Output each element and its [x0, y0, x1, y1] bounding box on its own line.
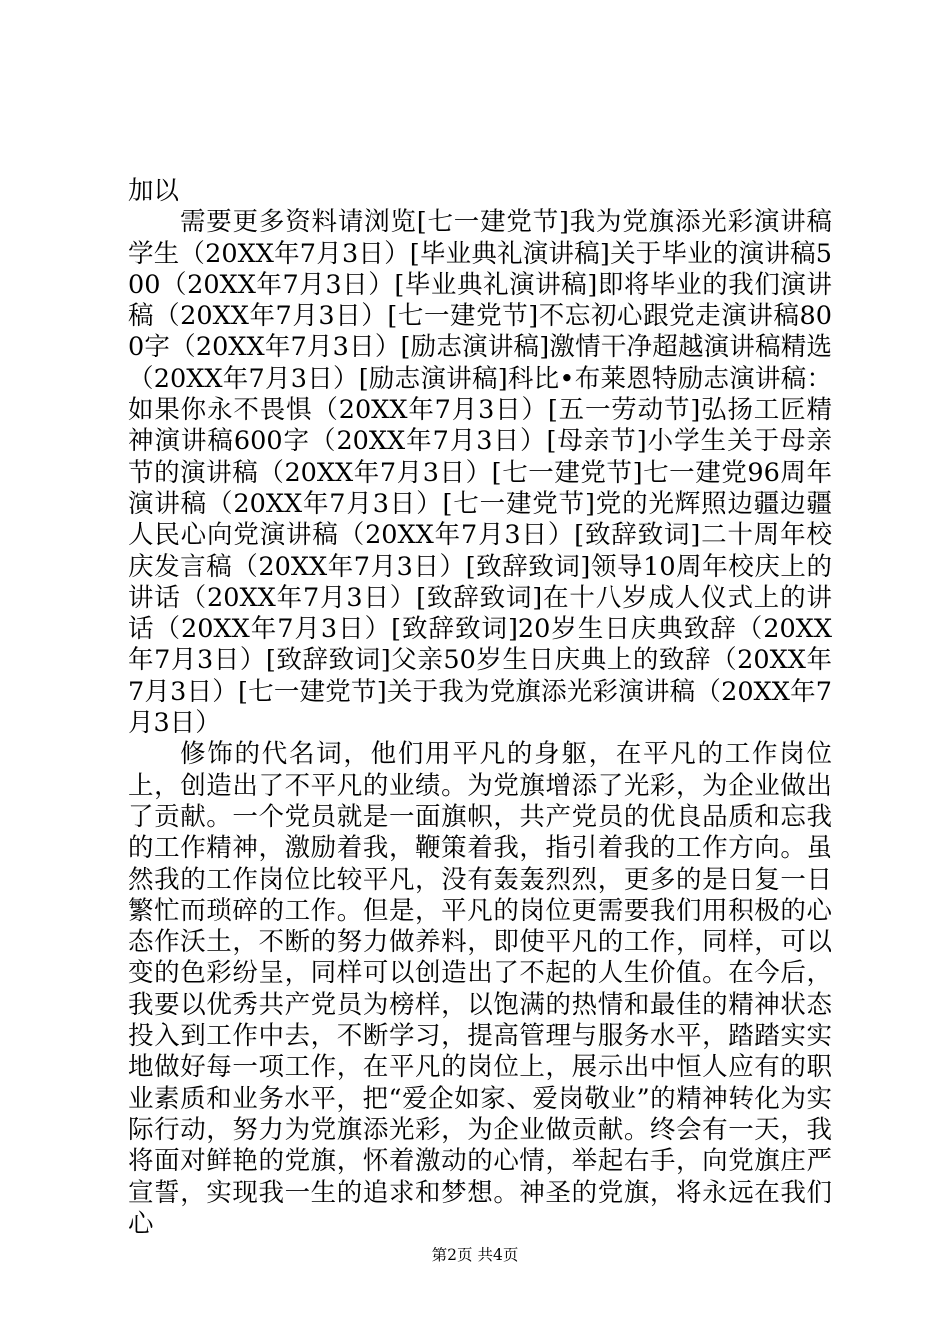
continuation-text: 加以: [128, 176, 180, 206]
page-footer: 第2页 共4页: [431, 1246, 519, 1264]
related-links-paragraph: 需要更多资料请浏览[七一建党节]我为党旗添光彩演讲稿学生（20XX年7月3日）[毕业典礼演讲稿]关于毕业的演讲稿500（20XX年7月3日）[毕业典礼演讲稿]即将毕业的我们演讲稿（20XX年7月3日）[七一建党节]不忘初心跟党走演讲稿800字（20XX年7月3日）[励志演讲稿]激情干净超越演讲稿精选（20XX年7月3日）[励志演讲稿]科比•布莱恩特励志演讲稿：如果你永不畏惧（20XX年7月3日）[五一劳动节]弘扬工匠精神演讲稿600字（20XX年7月3日）[母亲节]小学生关于母亲节的演讲稿（20XX年7月3日）[七一建党节]七一建党96周年演讲稿（20XX年7月3日）[七一建党节]党的光辉照边疆边疆人民心向党演讲稿（20XX年7月3日）[致辞致词]二十周年校庆发言稿（20XX年7月3日）[致辞致词]领导10周年校庆上的讲话（20XX年7月3日）[致辞致词]在十八岁成人仪式上的讲话（20XX年7月3日）[致辞致词]20岁生日庆典致辞（20XX年7月3日）[致辞致词]父亲50岁生日庆典上的致辞（20XX年7月3日）[七一建党节]关于我为党旗添光彩演讲稿（20XX年7月3日）: [128, 207, 832, 739]
speech-body-paragraph: 修饰的代名词，他们用平凡的身躯，在平凡的工作岗位上，创造出了不平凡的业绩。为党旗增添了光彩，为企业做出了贡献。一个党员就是一面旗帜，共产党员的优良品质和忘我的工作精神，激励着我，鞭策着我，指引着我的工作方向。虽然我的工作岗位比较平凡，没有轰轰烈烈，更多的是日复一日繁忙而琐碎的工作。但是，平凡的岗位更需要我们用积极的心态作沃土，不断的努力做养料，即使平凡的工作，同样，可以变的色彩纷呈，同样可以创造出了不起的人生价值。在今后，我要以优秀共产党员为榜样，以饱满的热情和最佳的精神状态投入到工作中去，不断学习，提高管理与服务水平，踏踏实实地做好每一项工作，在平凡的岗位上，展示出中恒人应有的职业素质和业务水平，把“爱企如家、爱岗敬业”的精神转化为实际行动，努力为党旗添光彩，为企业做贡献。终会有一天，我将面对鲜艳的党旗，怀着激动的心情，举起右手，向党旗庄严宣誓，实现我一生的追求和梦想。神圣的党旗，将永远在我们心: [128, 739, 832, 1239]
document-body: [128, 176, 832, 1240]
